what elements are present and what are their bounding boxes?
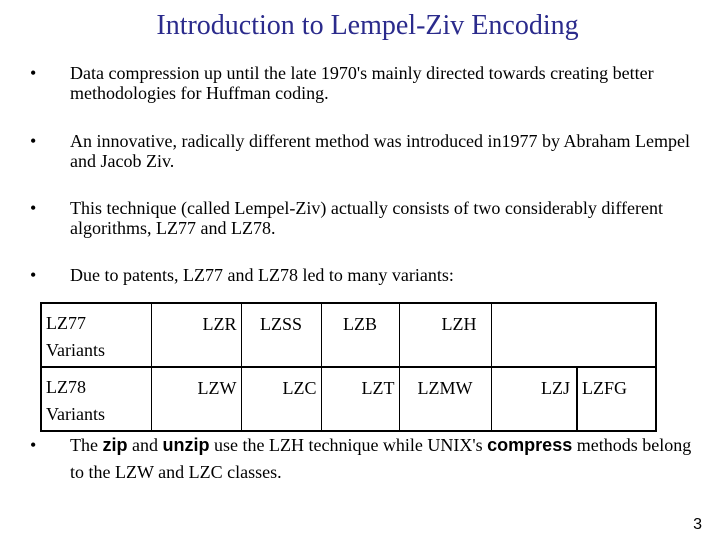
bullet-dot: • <box>30 265 37 285</box>
bullet-text: The zip and unzip use the LZH technique while UNIX's compress methods belong to the LZW and LZC classes. <box>70 435 692 482</box>
table-cell: LZMW <box>399 367 491 431</box>
table-cell: LZJ <box>491 367 577 431</box>
variants-table <box>40 302 657 432</box>
table-cell: LZH <box>399 303 491 367</box>
table-cell: LZSS <box>241 303 321 367</box>
table-cell: LZC <box>241 367 321 431</box>
row-label: LZ78 Variants <box>41 367 151 431</box>
bullet-dot: • <box>30 435 37 455</box>
row-label: LZ77 Variants <box>46 313 105 360</box>
compress-command: compress <box>487 435 573 455</box>
bullet-item <box>30 198 690 238</box>
table-cell: LZB <box>321 303 399 367</box>
unzip-command: unzip <box>162 435 210 455</box>
table-cell: LZW <box>151 367 241 431</box>
bullet-item <box>30 265 690 287</box>
bullet-item <box>30 63 690 103</box>
zip-command: zip <box>102 435 128 455</box>
table-cell: LZT <box>321 367 399 431</box>
bullet-text: This technique (called Lempel-Ziv) actually consists of two considerably different algorithms, LZ77 and LZ78. <box>70 198 663 238</box>
table-row <box>41 303 656 367</box>
table-cell <box>491 303 577 367</box>
bullet-item <box>30 432 690 480</box>
table-cell: LZR <box>151 303 241 367</box>
bullet-text: Due to patents, LZ77 and LZ78 led to many variants: <box>70 265 454 285</box>
bullet-dot: • <box>30 131 37 151</box>
bullet-text: Data compression up until the late 1970's mainly directed towards creating better methodologies for Huffman coding. <box>70 63 654 103</box>
bullet-dot: • <box>30 198 37 218</box>
bullet-dot: • <box>30 63 37 83</box>
page-number: 3 <box>693 516 702 533</box>
table-row <box>41 367 656 431</box>
table-cell <box>577 303 656 367</box>
bullet-item <box>30 131 690 171</box>
slide-title: Introduction to Lempel-Ziv Encoding <box>156 10 579 41</box>
table-cell: LZFG <box>577 367 656 431</box>
bullet-text: An innovative, radically different method was introduced in1977 by Abraham Lempel and Jacob Ziv. <box>70 131 690 171</box>
